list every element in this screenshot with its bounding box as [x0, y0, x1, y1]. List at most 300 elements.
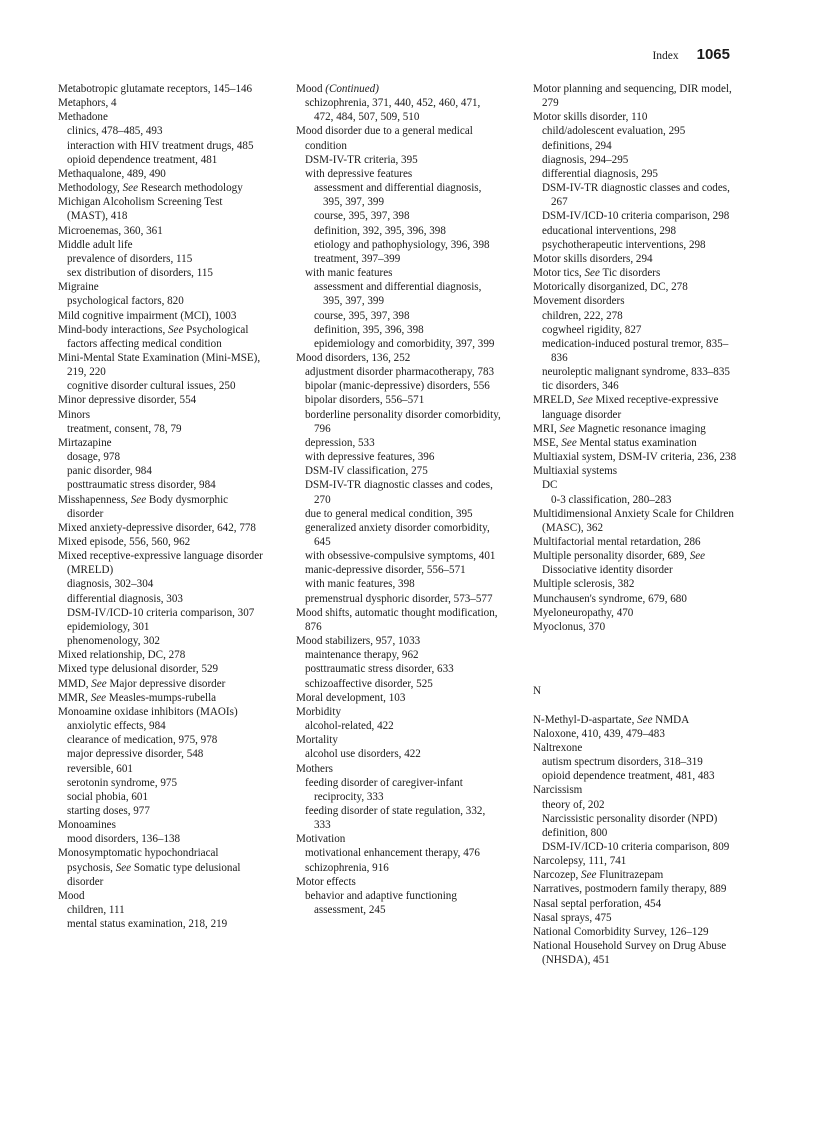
index-subentry [314, 252, 501, 266]
entry-text: Motorically disorganized, DC, 278 [533, 281, 688, 294]
index-entry [533, 939, 738, 967]
entry-text: Methaqualone, 489, 490 [58, 167, 166, 180]
index-entry [533, 698, 738, 712]
entry-text: children, 111 [67, 904, 125, 917]
entry-text: Naloxone, 410, 439, 479–483 [533, 727, 665, 740]
entry-text: Multiple sclerosis, 382 [533, 578, 635, 591]
index-entry [533, 727, 738, 741]
index-subentry [305, 889, 501, 917]
entry-text: Motor skills disorders, 294 [533, 252, 653, 265]
index-subentry [305, 577, 501, 591]
entry-text: Monoamines [58, 819, 116, 832]
entry-text: borderline personality disorder comorbidity, 796 [305, 408, 501, 435]
entry-text: N [533, 685, 542, 698]
entry-text: serotonin syndrome, 975 [67, 776, 178, 789]
entry-text: bipolar disorders, 556–571 [305, 394, 425, 407]
entry-text: Motor tics, [533, 267, 585, 280]
index-entry [58, 818, 263, 832]
entry-text: Mixed anxiety-depressive disorder, 642, 778 [58, 521, 256, 534]
index-subentry [314, 309, 501, 323]
entry-text: premenstrual dysphoric disorder, 573–577 [305, 592, 493, 605]
index-entry [296, 606, 501, 634]
entry-text: Mood shifts, automatic thought modification, 876 [296, 606, 498, 633]
entry-text: Mood disorder due to a general medical condition [296, 125, 473, 152]
index-subentry [542, 798, 738, 812]
index-subentry [542, 365, 738, 379]
index-entry [58, 846, 263, 888]
entry-text: theory of, 202 [542, 798, 605, 811]
entry-text: anxiolytic effects, 984 [67, 720, 166, 733]
index-entry [58, 110, 263, 124]
entry-text: mental status examination, 218, 219 [67, 918, 228, 931]
entry-text: DC [542, 479, 558, 492]
entry-text: with depressive features [305, 167, 413, 180]
index-entry [58, 280, 263, 294]
index-subentry [67, 790, 263, 804]
entry-text: MSE, [533, 436, 562, 449]
entry-text: Middle adult life [58, 238, 133, 251]
entry-text: course, 395, 397, 398 [314, 309, 410, 322]
entry-text: medication-induced postural tremor, 835–836 [542, 337, 729, 364]
entry-text: feeding disorder of state regulation, 332, 333 [305, 804, 486, 832]
index-entry [533, 549, 738, 577]
entry-text: Mixed relationship, DC, 278 [58, 649, 186, 662]
entry-text: National Comorbidity Survey, 126–129 [533, 925, 709, 938]
index-subentry [305, 677, 501, 691]
index-subentry [305, 167, 501, 181]
entry-text: Microenemas, 360, 361 [58, 224, 163, 237]
entry-text: Mortality [296, 734, 338, 747]
entry-text: epidemiology, 301 [67, 620, 150, 633]
entry-text: prevalence of disorders, 115 [67, 252, 193, 265]
entry-text: schizophrenia, 916 [305, 861, 389, 874]
index-subentry [67, 266, 263, 280]
entry-text: Narcozep, [533, 869, 582, 882]
entry-text: Mood stabilizers, 957, 1033 [296, 635, 421, 648]
index-entry [58, 493, 263, 521]
entry-text: sex distribution of disorders, 115 [67, 267, 213, 280]
entry-text: due to general medical condition, 395 [305, 507, 473, 520]
index-subentry [542, 224, 738, 238]
entry-text: course, 395, 397, 398 [314, 210, 410, 223]
see-reference: See [577, 394, 593, 407]
index-column-1 [58, 82, 263, 931]
entry-text: Motor effects [296, 875, 356, 888]
index-subentry [542, 209, 738, 223]
index-subentry [67, 620, 263, 634]
index-subentry [67, 139, 263, 153]
index-subentry [305, 662, 501, 676]
index-subentry [67, 832, 263, 846]
index-subentry [67, 592, 263, 606]
entry-text: Mini-Mental State Examination (Mini-MSE), 219, 220 [58, 351, 261, 379]
entry-text: etiology and pathophysiology, 396, 398 [314, 238, 490, 251]
index-entry [58, 82, 263, 96]
index-entry [58, 436, 263, 450]
entry-text: bipolar (manic-depressive) disorders, 556 [305, 380, 490, 393]
entry-text: Movement disorders [533, 295, 625, 308]
index-subentry [67, 776, 263, 790]
entry-text: DSM-IV/ICD-10 criteria comparison, 809 [542, 841, 730, 853]
index-subentry [314, 209, 501, 223]
entry-text: Moral development, 103 [296, 691, 406, 704]
see-reference: See [689, 550, 706, 563]
entry-text: Mild cognitive impairment (MCI), 1003 [58, 309, 237, 322]
index-entry [58, 195, 263, 223]
index-subentry [305, 153, 501, 167]
index-entry [533, 450, 738, 464]
index-entry [533, 882, 738, 896]
entry-text: autism spectrum disorders, 318–319 [542, 756, 703, 769]
index-subentry [67, 464, 263, 478]
index-entry [58, 889, 263, 903]
index-entry [533, 911, 738, 925]
see-reference: See [559, 422, 575, 435]
index-column-2 [296, 82, 501, 917]
index-subentry [67, 804, 263, 818]
entry-text: interaction with HIV treatment drugs, 485 [67, 139, 254, 152]
index-subentry [314, 280, 501, 308]
index-entry [58, 393, 263, 407]
entry-text: Multidimensional Anxiety Scale for Children (MASC), 362 [533, 507, 734, 534]
entry-text: panic disorder, 984 [67, 465, 152, 478]
index-entry [533, 783, 738, 797]
index-subentry [314, 323, 501, 337]
entry-text: Mood [296, 83, 326, 95]
entry-text: definitions, 294 [542, 139, 612, 152]
index-subentry [305, 266, 501, 280]
reference-target: Measles-mumps-rubella [106, 691, 217, 704]
index-subentry [542, 826, 738, 840]
entry-text: differential diagnosis, 303 [67, 592, 183, 605]
index-column-3 [533, 82, 738, 967]
entry-text: Mixed episode, 556, 560, 962 [58, 536, 191, 548]
entry-text: DSM-IV/ICD-10 criteria comparison, 298 [542, 210, 730, 223]
index-entry [533, 577, 738, 591]
entry-text: Methodology, [58, 182, 123, 195]
entry-text: treatment, consent, 78, 79 [67, 422, 182, 435]
index-entry [533, 925, 738, 939]
entry-text: Motor planning and sequencing, DIR model, 279 [533, 83, 732, 110]
index-subentry [305, 747, 501, 761]
index-entry [533, 684, 738, 698]
reference-target: Mixed receptive-expressive language disorder [542, 394, 719, 421]
entry-text: Mood disorders, 136, 252 [296, 351, 411, 364]
entry-text: Minors [58, 408, 91, 421]
see-reference: See [91, 677, 107, 690]
index-entry [58, 549, 263, 577]
reference-target: Tic disorders [599, 267, 661, 280]
entry-text: posttraumatic stress disorder, 633 [305, 663, 454, 676]
page-number: 1065 [696, 46, 730, 63]
index-subentry [67, 252, 263, 266]
index-entry [58, 677, 263, 691]
entry-text: alcohol use disorders, 422 [305, 748, 421, 761]
entry-text: Misshapenness, [58, 493, 131, 506]
entry-text: Mind-body interactions, [58, 323, 168, 336]
entry-text: alcohol-related, 422 [305, 720, 394, 733]
entry-text: Narratives, postmodern family therapy, 889 [533, 883, 727, 896]
entry-text: Naltrexone [533, 741, 583, 754]
index-subentry [305, 96, 501, 124]
index-subentry [67, 153, 263, 167]
entry-text: definition, 800 [542, 826, 608, 839]
entry-text: Michigan Alcoholism Screening Test (MAST), 418 [58, 196, 223, 223]
index-entry [533, 741, 738, 755]
entry-text: Nasal septal perforation, 454 [533, 897, 662, 910]
index-subentry [305, 521, 501, 549]
index-subentry [305, 393, 501, 407]
see-reference: See [115, 861, 132, 874]
index-subentry [542, 309, 738, 323]
entry-text: assessment and differential diagnosis, 395, 397, 399 [314, 182, 482, 209]
index-entry [533, 82, 738, 110]
index-entry [58, 535, 263, 549]
entry-text: MMR, [58, 691, 91, 704]
running-header [652, 46, 730, 63]
index-entry [533, 110, 738, 124]
entry-text [533, 699, 536, 711]
index-subentry [67, 478, 263, 492]
index-subentry [305, 436, 501, 450]
entry-text: definition, 392, 395, 396, 398 [314, 224, 446, 237]
entry-text: Metabotropic glutamate receptors, 145–146 [58, 83, 253, 95]
entry-text: Narcissism [533, 784, 583, 797]
index-entry [533, 592, 738, 606]
entry-text: neuroleptic malignant syndrome, 833–835 [542, 366, 730, 379]
index-entry [58, 238, 263, 252]
index-subentry [542, 181, 738, 209]
index-entry [58, 351, 263, 379]
index-subentry [305, 776, 501, 804]
entry-text: depression, 533 [305, 436, 375, 449]
entry-text: with obsessive-compulsive symptoms, 401 [305, 550, 496, 563]
index-entry [58, 705, 263, 719]
index-subentry [305, 507, 501, 521]
entry-text: assessment and differential diagnosis, 395, 397, 399 [314, 281, 482, 308]
reference-target: Body dysmorphic disorder [67, 493, 229, 520]
index-subentry [305, 365, 501, 379]
see-reference: See [90, 691, 107, 704]
entry-text: differential diagnosis, 295 [542, 167, 658, 180]
index-subentry [67, 577, 263, 591]
entry-text: phenomenology, 302 [67, 635, 160, 648]
index-entry [296, 705, 501, 719]
index-subentry [542, 478, 738, 492]
index-entry [296, 634, 501, 648]
entry-text: feeding disorder of caregiver-infant reciprocity, 333 [305, 776, 463, 803]
index-entry [533, 606, 738, 620]
entry-text: Myoclonus, 370 [533, 620, 606, 633]
index-entry [296, 832, 501, 846]
entry-text: mood disorders, 136–138 [67, 833, 181, 846]
entry-text: educational interventions, 298 [542, 224, 677, 237]
index-subentry [542, 139, 738, 153]
index-subentry [542, 840, 738, 854]
index-entry [58, 408, 263, 422]
index-subentry [314, 181, 501, 209]
see-reference: See [561, 436, 577, 449]
entry-text: Morbidity [296, 705, 341, 718]
entry-text: Motor skills disorder, 110 [533, 111, 648, 124]
index-entry [58, 167, 263, 181]
entry-text: schizophrenia, 371, 440, 452, 460, 471, 472, 484, 507, 509, 510 [305, 97, 481, 124]
entry-text: National Household Survey on Drug Abuse (NHSDA), 451 [533, 940, 727, 967]
entry-text: Methadone [58, 111, 108, 124]
entry-text: DSM-IV classification, 275 [305, 465, 428, 478]
header-label: Index [652, 50, 679, 62]
index-entry [533, 422, 738, 436]
index-subentry [305, 450, 501, 464]
index-entry [533, 436, 738, 450]
entry-text: MMD, [58, 677, 92, 690]
entry-text: diagnosis, 294–295 [542, 153, 629, 166]
entry-text: clearance of medication, 975, 978 [67, 734, 218, 747]
entry-text: tic disorders, 346 [542, 380, 619, 393]
entry-text: children, 222, 278 [542, 309, 623, 322]
see-reference: See [168, 323, 184, 336]
entry-text: Monosymptomatic hypochondriacal psychosis, [58, 847, 219, 874]
index-entry [58, 96, 263, 110]
entry-text: epidemiology and comorbidity, 397, 399 [314, 337, 495, 350]
see-reference: See [581, 869, 597, 882]
index-entry [58, 181, 263, 195]
entry-text: psychotherapeutic interventions, 298 [542, 238, 706, 251]
index-subentry [305, 478, 501, 506]
index-entry [58, 521, 263, 535]
index-subentry [305, 804, 501, 832]
index-subentry [551, 493, 738, 507]
index-subentry [542, 755, 738, 769]
index-entry [296, 82, 501, 96]
entry-text: Myeloneuropathy, 470 [533, 606, 634, 619]
entry-text: behavior and adaptive functioning assessment, 245 [305, 889, 457, 917]
index-subentry [542, 337, 738, 365]
entry-text: with depressive features, 396 [305, 451, 435, 464]
entry-text: 0-3 classification, 280–283 [551, 493, 672, 506]
entry-text: schizoaffective disorder, 525 [305, 677, 433, 690]
entry-text: posttraumatic stress disorder, 984 [67, 479, 216, 492]
index-subentry [305, 648, 501, 662]
reference-target: Research methodology [138, 182, 243, 195]
entry-text: diagnosis, 302–304 [67, 578, 154, 591]
index-entry [533, 897, 738, 911]
entry-text: Mood [58, 889, 85, 902]
entry-text: adjustment disorder pharmacotherapy, 783 [305, 366, 495, 379]
entry-text: Motivation [296, 833, 346, 846]
index-entry [58, 691, 263, 705]
index-subentry [305, 719, 501, 733]
entry-text: clinics, 478–485, 493 [67, 125, 163, 138]
reference-target: Somatic type delusional disorder [67, 861, 241, 888]
reference-target: Major depressive disorder [106, 677, 226, 690]
entry-text: Metaphors, 4 [58, 97, 117, 110]
index-subentry [67, 634, 263, 648]
index-subentry [305, 379, 501, 393]
entry-text: psychological factors, 820 [67, 295, 184, 308]
entry-text: opioid dependence treatment, 481, 483 [542, 770, 715, 783]
entry-text: Narcolepsy, 111, 741 [533, 855, 627, 868]
entry-text: dosage, 978 [67, 451, 120, 464]
index-subentry [67, 450, 263, 464]
index-subentry [305, 846, 501, 860]
index-entry [533, 464, 738, 478]
entry-text: DSM-IV/ICD-10 criteria comparison, 307 [67, 606, 255, 619]
entry-text: DSM-IV-TR diagnostic classes and codes, 270 [305, 479, 493, 506]
index-entry [58, 323, 263, 351]
index-subentry [542, 812, 738, 826]
reference-target: Mental status examination [576, 436, 697, 449]
entry-text: Munchausen's syndrome, 679, 680 [533, 592, 687, 605]
index-subentry [305, 549, 501, 563]
entry-text: major depressive disorder, 548 [67, 748, 204, 761]
index-subentry [67, 917, 263, 931]
index-subentry [67, 606, 263, 620]
entry-text: manic-depressive disorder, 556–571 [305, 564, 466, 577]
entry-text: DSM-IV-TR criteria, 395 [305, 153, 418, 166]
index-subentry [67, 422, 263, 436]
index-subentry [542, 379, 738, 393]
index-subentry [67, 747, 263, 761]
entry-text: reversible, 601 [67, 762, 133, 775]
index-entry [296, 691, 501, 705]
entry-text: Multiaxial systems [533, 465, 618, 478]
see-reference: See [130, 493, 147, 506]
index-subentry [542, 323, 738, 337]
index-subentry [542, 769, 738, 783]
index-subentry [542, 153, 738, 167]
see-reference: See [122, 182, 139, 195]
entry-text: Migraine [58, 281, 99, 294]
entry-text: Multiple personality disorder, 689, [533, 550, 690, 563]
index-entry [533, 294, 738, 308]
entry-text: MRELD, [533, 394, 578, 407]
index-subentry [305, 861, 501, 875]
entry-text: Monoamine oxidase inhibitors (MAOIs) [58, 705, 238, 718]
entry-text: opioid dependence treatment, 481 [67, 153, 218, 166]
entry-text: motivational enhancement therapy, 476 [305, 847, 480, 860]
index-entry [533, 252, 738, 266]
entry-text: with manic features [305, 267, 393, 280]
entry-text: MRI, [533, 422, 560, 435]
index-entry [58, 648, 263, 662]
index-entry [58, 662, 263, 676]
see-reference: See [637, 713, 653, 726]
entry-text: treatment, 397–399 [314, 252, 401, 265]
index-subentry [542, 167, 738, 181]
index-subentry [67, 124, 263, 138]
entry-text: starting doses, 977 [67, 804, 150, 817]
index-entry [296, 875, 501, 889]
entry-text: social phobia, 601 [67, 790, 149, 803]
entry-text: Mixed receptive-expressive language disorder (MRELD) [58, 550, 263, 577]
index-subentry [67, 903, 263, 917]
index-subentry [67, 733, 263, 747]
index-subentry [67, 719, 263, 733]
index-entry [296, 762, 501, 776]
index-subentry [542, 238, 738, 252]
index-subentry [305, 464, 501, 478]
index-entry [58, 309, 263, 323]
index-subentry [542, 124, 738, 138]
index-entry [533, 854, 738, 868]
index-entry [296, 733, 501, 747]
reference-target: Flunitrazepam [596, 869, 664, 882]
index-entry [533, 713, 738, 727]
index-subentry [305, 592, 501, 606]
index-entry [533, 535, 738, 549]
reference-target: Dissociative identity disorder [542, 564, 673, 577]
